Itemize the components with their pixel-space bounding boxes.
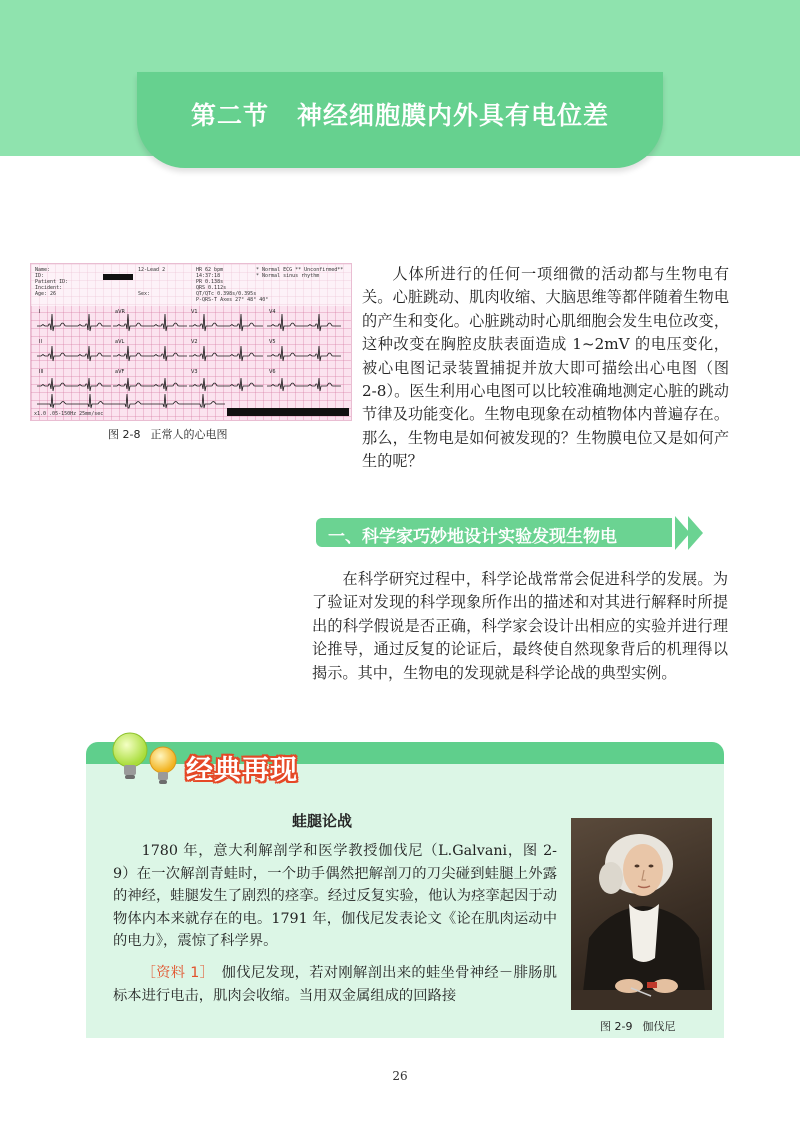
ecg-lead-label: V4 [269,309,276,315]
ecg-lead-label: V3 [191,369,198,375]
ecg-lead-label: V2 [191,339,198,345]
material-label: ［资料 1］ [141,965,208,981]
ecg-lead-label: V5 [269,339,276,345]
ecg-image [30,263,352,421]
ecg-trace [267,314,341,331]
ecg-lead-label: II [39,339,42,345]
ecg-trace [37,378,111,391]
ecg-lead-label: aVF [115,369,125,375]
intro-paragraph: 人体所进行的任何一项细微的活动都与生物电有关。心脏跳动、肌肉收缩、大脑思维等都伴随着生物电的产生和变化。心脏跳动时心肌细胞会发生电位改变，这种改变在胸腔皮肤表面造成 1~2mV 的电压变化，被心电图记录装置捕捉并放大即可描绘出心电图（图 2-8）。医生利用心电图可以比较准确地测定心脏的跳动节律及功能变化。生物电现象在动植物体内普遍存在。那么，生物电是如何被发现的？生物膜电位又是如何产生的呢？ [362,265,729,471]
lightbulb-icon [108,730,188,786]
ecg-header-patient: Name: ID: Patient ID: Incident: Age: 26 [35,267,69,297]
portrait-illustration [571,818,712,1010]
caption-number: 图 2-8 [108,428,141,441]
ecg-trace [189,346,263,361]
section-paragraph: 在科学研究过程中，科学论战常常会促进科学的发展。为了验证对发现的科学现象所作出的描述和对其进行解释时所提出的科学假说是否正确，科学家会设计出相应的实验并进行理论推导，通过反复的论证后，最终使自然现象背后的机理得以揭示。其中，生物电的发现就是科学论战的典型实例。 [312,570,728,682]
page-number: 26 [392,1069,408,1083]
figure-caption-ecg [108,426,227,442]
material-paragraph [113,962,557,1007]
ecg-lead-label: aVL [115,339,125,345]
section-number: 第二节 [190,101,269,130]
caption-text: 伽伐尼 [642,1020,676,1033]
section-heading: 一、科学家巧妙地设计实验发现生物电 [328,527,617,547]
caption-number: 图 2-9 [600,1020,633,1033]
page-title [137,96,663,132]
ecg-header-lead: 12-Lead 2 Sex: [138,267,166,297]
ecg-lead-label: V1 [191,309,198,315]
ecg-trace [189,314,263,331]
chevron-icon [688,516,703,550]
ecg-trace [113,378,187,391]
ecg-header-measures: HR 62 bpm 14:37:18 PR 0.138s QRS 0.112s QT/QTc 0.398s/0.395s P-QRS-T Axes 27° 48° 40° [196,267,269,303]
ecg-trace [37,346,111,361]
ecg-trace [113,314,187,331]
figure-caption-portrait [600,1018,675,1034]
ecg-rhythm-strip [37,394,225,408]
ecg-trace [37,314,111,331]
ecg-traces [31,264,351,420]
ecg-lead-label: aVR [115,309,125,315]
ecg-footer: x1.0 .05-150Hz 25mm/sec [34,411,104,417]
ecg-lead-label: I [39,309,41,315]
classic-banner: 经典再现 [186,755,298,786]
ecg-header-interpretation: * Normal ECG ** Unconfirmed** * Normal sinus rhythm [256,267,344,279]
ecg-trace [189,378,263,391]
ecg-trace [267,378,341,391]
ecg-lead-label: V6 [269,369,276,375]
section-title: 神经细胞膜内外具有电位差 [297,101,610,130]
story-title: 蛙腿论战 [291,812,352,830]
ecg-trace [113,346,187,361]
ecg-trace [267,346,341,361]
ecg-lead-label: III [39,369,44,375]
redaction-bar-bottom [227,408,349,416]
caption-text: 正常人的心电图 [150,428,228,441]
galvani-portrait [571,818,712,1010]
story-paragraph: 1780 年，意大利解剖学和医学教授伽伐尼（L.Galvani，图 2-9）在一次解剖青蛙时，一个助手偶然把解剖刀的刀尖碰到蛙腿上外露的神经，蛙腿发生了剧烈的痉挛。经过反复实验，他认为痉挛起因于动物体内本来就存在的电。1791 年，伽伐尼发表论文《论在肌肉运动中的电力》，震惊了科学界。 [113,843,557,949]
material-text: 伽伐尼发现，若对刚解剖出来的蛙坐骨神经－腓肠肌标本进行电击，肌肉会收缩。当用双金属组成的回路接 [113,965,558,1004]
